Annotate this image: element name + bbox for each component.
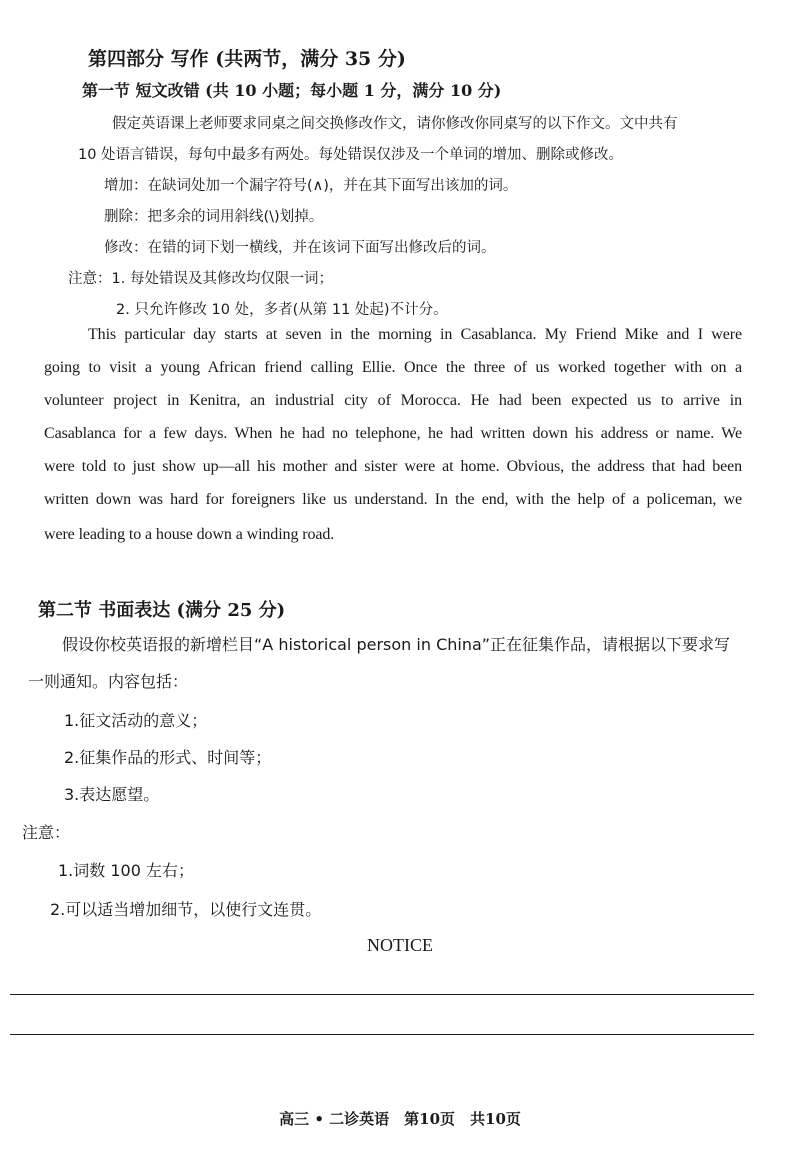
section1-title: 第一节 短文改错 (共 10 小题；每小题 1 分，满分 10 分) bbox=[82, 81, 502, 100]
note-item: 2.可以适当增加细节，以使行文连贯。 bbox=[50, 900, 322, 919]
note-line: 注意：1. 每处错误及其修改均仅限一词； bbox=[68, 271, 333, 287]
instruction-delete: 删除：把多余的词用斜线(\)划掉。 bbox=[104, 209, 324, 225]
essay-line: This particular day starts at seven in the morning in Casablanca. My Friend Mike and I were bbox=[88, 326, 742, 343]
essay-line: were leading to a house down a winding road. bbox=[44, 526, 335, 543]
requirement-item: 3.表达愿望。 bbox=[64, 785, 160, 804]
requirement-item: 2.征集作品的形式、时间等； bbox=[64, 748, 272, 767]
notice-title: NOTICE bbox=[367, 935, 433, 955]
note-item: 1.词数 100 左右； bbox=[58, 861, 194, 880]
page-footer: 高三 • 二诊英语 第10页 共10页 bbox=[279, 1110, 521, 1128]
part-title: 第四部分 写作 (共两节，满分 35 分) bbox=[88, 48, 406, 70]
essay-line: written down was hard for foreigners like us understand. In the end, with the help of a policeman, we bbox=[44, 491, 742, 508]
prompt-line: 一则通知。内容包括： bbox=[28, 672, 189, 691]
instruction-line: 假定英语课上老师要求同桌之间交换修改作文，请你修改你同桌写的以下作文。文中共有 bbox=[112, 116, 678, 132]
essay-line: volunteer project in Kenitra, an industrial city of Morocca. He had been expected us to arrive in bbox=[44, 392, 742, 409]
essay-line: were told to just show up—all his mother and sister were at home. Obvious, the address that had been bbox=[44, 458, 742, 475]
writing-line bbox=[10, 1034, 754, 1035]
essay-line: going to visit a young African friend calling Ellie. Once the three of us worked together with on a bbox=[44, 359, 742, 376]
section2-title: 第二节 书面表达 (满分 25 分) bbox=[38, 600, 286, 621]
note-line: 2. 只允许修改 10 处，多者(从第 11 处起)不计分。 bbox=[116, 302, 448, 318]
writing-line bbox=[10, 994, 754, 995]
instruction-add: 增加：在缺词处加一个漏字符号(∧)，并在其下面写出该加的词。 bbox=[104, 178, 518, 194]
instruction-modify: 修改：在错的词下划一横线，并在该词下面写出修改后的词。 bbox=[104, 240, 496, 256]
instruction-line: 10 处语言错误，每句中最多有两处。每处错误仅涉及一个单词的增加、删除或修改。 bbox=[78, 147, 624, 163]
prompt-line: 假设你校英语报的新增栏目“A historical person in China”正在征集作品，请根据以下要求写 bbox=[62, 635, 731, 654]
notes-label: 注意： bbox=[22, 823, 71, 842]
essay-line: Casablanca for a few days. When he had no telephone, he had written down his address or name. We bbox=[44, 425, 742, 442]
requirement-item: 1.征文活动的意义； bbox=[64, 711, 208, 730]
